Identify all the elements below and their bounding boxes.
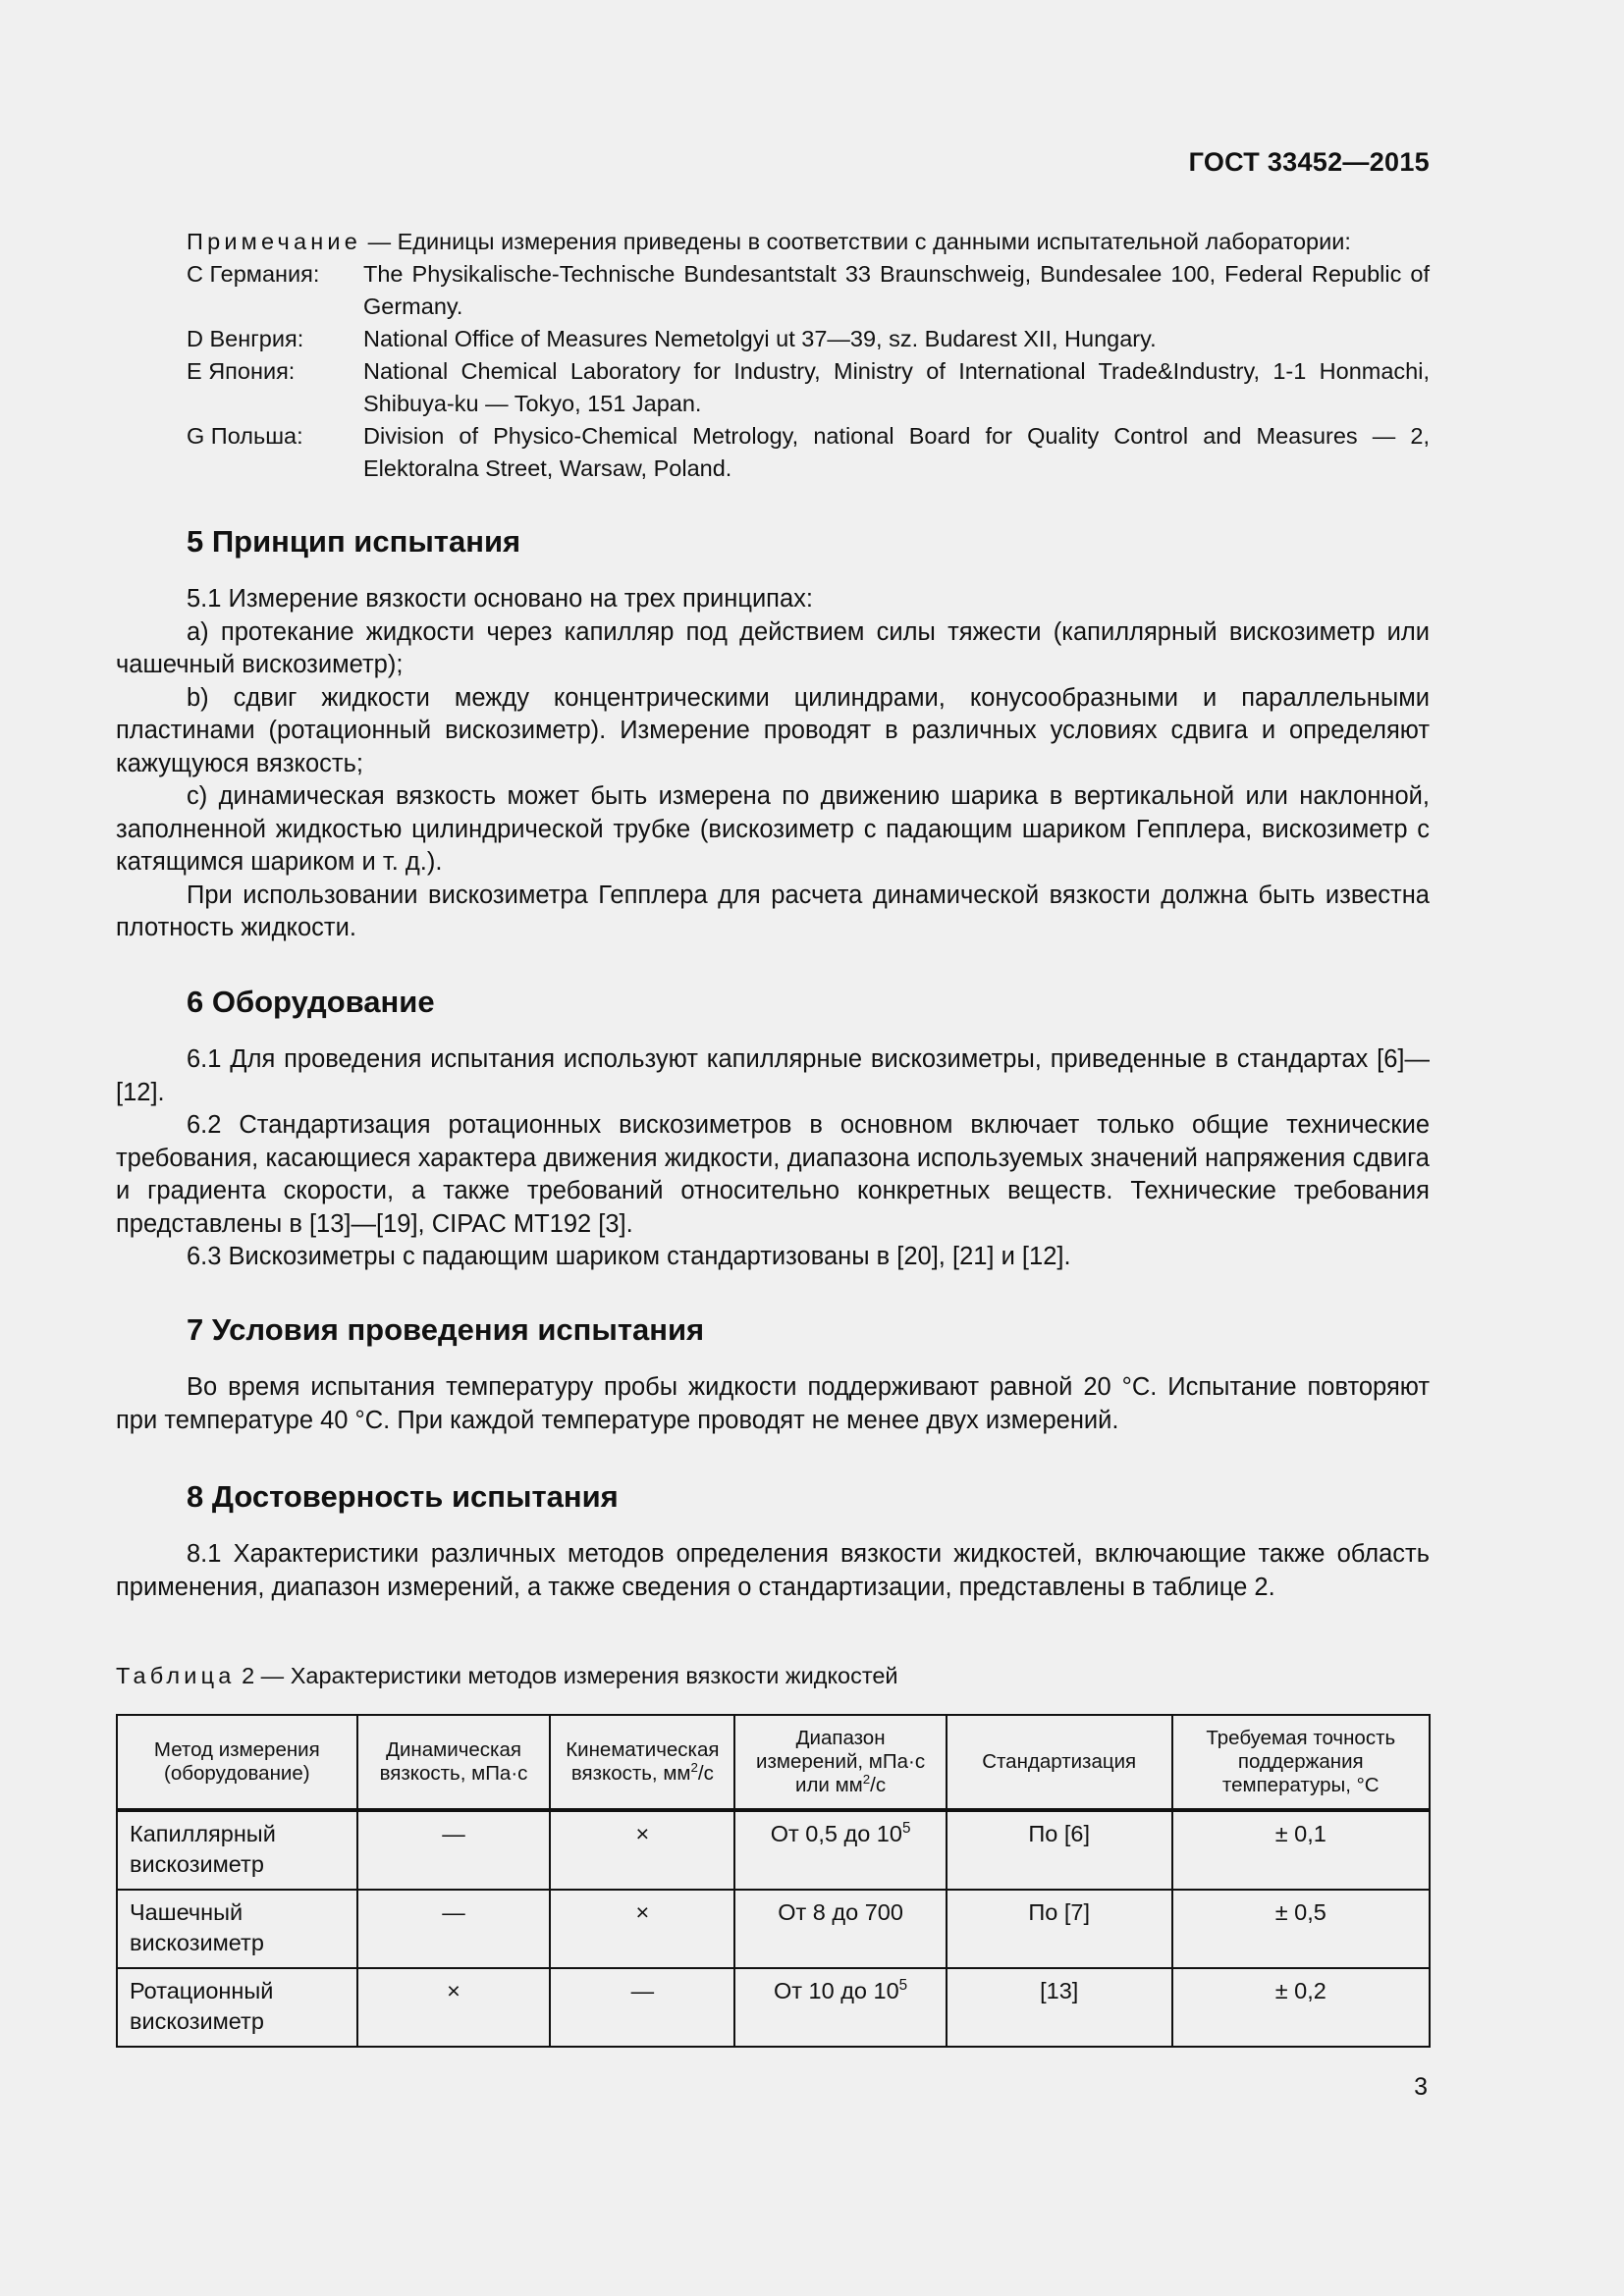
header-range-text: Диапазон измерений, мПа·с или мм <box>756 1727 926 1796</box>
header-dynamic: Динамическая вязкость, мПа·с <box>357 1715 551 1810</box>
table-row <box>117 1968 1430 2047</box>
cell-accuracy: ± 0,2 <box>1172 1968 1430 2047</box>
header-kinematic-tail: /с <box>697 1762 714 1785</box>
page-number: 3 <box>1414 2073 1428 2101</box>
note-text: — Единицы измерения приведены в соответствии с данными испытательной лаборатории: <box>367 229 1351 254</box>
header-kinematic-exp: 2 <box>690 1760 698 1776</box>
paragraph: 8.1 Характеристики различных методов определения вязкости жидкостей, включающие также область применения, диапазон измерений, а также сведения о стандартизации, представлены в таблице 2. <box>116 1540 1430 1601</box>
cell-range <box>734 1810 947 1890</box>
note-block <box>187 226 1430 485</box>
note-entry <box>187 258 1430 323</box>
header-kinematic-text: Кинематическая вязкость, мм <box>566 1738 720 1785</box>
cell-range-text: От 0,5 до 10 <box>770 1821 902 1846</box>
table-caption-text: 2 — Характеристики методов измерения вязкости жидкостей <box>242 1663 898 1688</box>
table-row <box>117 1810 1430 1890</box>
cell-accuracy: ± 0,1 <box>1172 1810 1430 1890</box>
cell-standard: [13] <box>947 1968 1172 2047</box>
table-caption-label: Таблица <box>116 1663 236 1688</box>
paragraph: При использовании вискозиметра Гепплера для расчета динамической вязкости должна быть известна плотность жидкости. <box>116 881 1430 941</box>
paragraph: b) сдвиг жидкости между концентрическими цилиндрами, конусообразными и параллельными пластинами (ротационный вискозиметр). Измерение проводят в различных условиях сдвига и определяют кажущуюся вязкость; <box>116 683 1430 777</box>
paragraph: Во время испытания температуру пробы жидкости поддерживают равной 20 °С. Испытание повторяют при температуре 40 °С. При каждой температуре проводят не менее двух измерений. <box>116 1373 1430 1434</box>
table-row <box>117 1890 1430 1968</box>
header-standard: Стандартизация <box>947 1715 1172 1810</box>
cell-range-text: От 10 до 10 <box>773 1978 899 2003</box>
note-entry-code: С Германия: <box>187 261 320 287</box>
note-title <box>187 226 1430 258</box>
cell-kinematic: × <box>550 1810 734 1890</box>
note-entry-text: National Chemical Laboratory for Industry, Ministry of International Trade&Industry, 1-1 Honmachi, Shibuya-ku — Tokyo, 151 Japan. <box>363 358 1430 416</box>
table-caption <box>116 1663 898 1689</box>
cell-method: Чашечный вискозиметр <box>117 1890 357 1968</box>
cell-range-exp: 5 <box>898 1977 908 1995</box>
section-8 <box>116 1477 1430 1604</box>
cell-kinematic: — <box>550 1968 734 2047</box>
section-5 <box>116 522 1430 945</box>
section-5-title: 5 Принцип испытания <box>187 524 521 559</box>
cell-dynamic: × <box>357 1968 551 2047</box>
note-entry-text: National Office of Measures Nemetolgyi ut 37—39, sz. Budarest XII, Hungary. <box>363 326 1157 351</box>
header-range-tail: /с <box>870 1774 887 1796</box>
cell-method: Капиллярный вискозиметр <box>117 1810 357 1890</box>
section-6 <box>116 983 1430 1274</box>
note-entry-code: D Венгрия: <box>187 326 304 351</box>
section-7 <box>116 1310 1430 1437</box>
section-7-title: 7 Условия проведения испытания <box>187 1312 705 1347</box>
cell-range <box>734 1968 947 2047</box>
header-kinematic <box>550 1715 734 1810</box>
header-range <box>734 1715 947 1810</box>
document-code: ГОСТ 33452—2015 <box>1188 147 1430 177</box>
cell-accuracy: ± 0,5 <box>1172 1890 1430 1968</box>
cell-dynamic: — <box>357 1810 551 1890</box>
paragraph: с) динамическая вязкость может быть измерена по движению шарика в вертикальной или наклонной, заполненной жидкостью цилиндрической трубке (вискозиметр с падающим шариком Гепплера, вискозиметр с катящимся шариком и т. д.). <box>116 782 1430 876</box>
note-entry-text: The Physikalische-Technische Bundesantstalt 33 Braunschweig, Bundesalee 100, Federal Republic of Germany. <box>363 261 1430 319</box>
cell-range <box>734 1890 947 1968</box>
cell-standard: По [7] <box>947 1890 1172 1968</box>
header-accuracy: Требуемая точность поддержания температуры, °С <box>1172 1715 1430 1810</box>
paragraph: 6.2 Стандартизация ротационных вискозиметров в основном включает только общие технические требования, касающиеся характера движения жидкости, диапазона используемых значений напряжения сдвига и градиента скорости, а также требований относительно конкретных веществ. Технические требования представлены в [13]—[19], CIPAC MT192 [3]. <box>116 1111 1430 1238</box>
cell-range-text: От 8 до 700 <box>778 1899 903 1925</box>
paragraph: а) протекание жидкости через капилляр под действием силы тяжести (капиллярный вискозиметр или чашечный вискозиметр); <box>116 617 1430 678</box>
note-entry <box>187 323 1430 355</box>
cell-range-exp: 5 <box>901 1820 911 1838</box>
cell-dynamic: — <box>357 1890 551 1968</box>
table-header-row <box>117 1715 1430 1810</box>
viscosity-methods-table <box>116 1714 1431 2048</box>
cell-method: Ротационный вискозиметр <box>117 1968 357 2047</box>
cell-standard: По [6] <box>947 1810 1172 1890</box>
note-entry-code: G Польша: <box>187 423 303 449</box>
paragraph: 6.1 Для проведения испытания используют капиллярные вискозиметры, приведенные в стандартах [6]—[12]. <box>116 1045 1430 1106</box>
paragraph: 6.3 Вискозиметры с падающим шариком стандартизованы в [20], [21] и [12]. <box>187 1243 1071 1270</box>
header-method: Метод измерения (оборудование) <box>117 1715 357 1810</box>
note-entry-code: E Япония: <box>187 358 296 384</box>
paragraph: 5.1 Измерение вязкости основано на трех принципах: <box>187 585 814 613</box>
section-8-title: 8 Достоверность испытания <box>187 1479 619 1514</box>
header-range-exp: 2 <box>862 1772 871 1788</box>
note-label: Примечание <box>187 229 362 254</box>
note-entry-text: Division of Physico-Chemical Metrology, national Board for Quality Control and Measures — 2, Elektoralna Street, Warsaw, Poland. <box>363 423 1430 481</box>
section-6-title: 6 Оборудование <box>187 985 435 1019</box>
note-entry <box>187 420 1430 485</box>
note-entry <box>187 355 1430 420</box>
cell-kinematic: × <box>550 1890 734 1968</box>
